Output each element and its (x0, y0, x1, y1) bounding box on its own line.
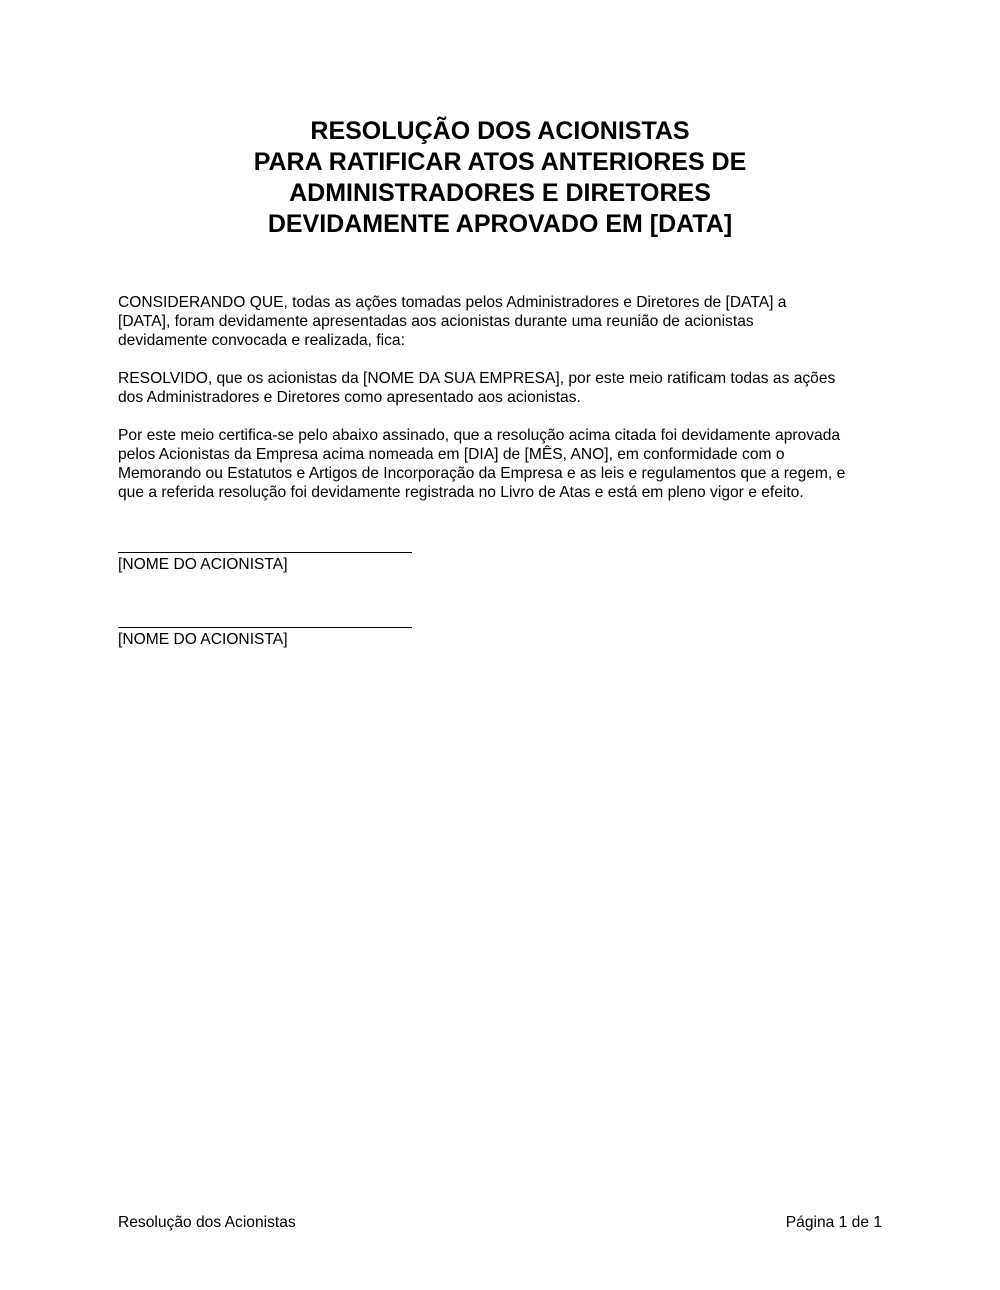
signature-block-2 (118, 627, 412, 649)
signature-line (118, 552, 412, 553)
paragraph-considerando (118, 293, 898, 350)
paragraph-line: dos Administradores e Diretores como apresentado aos acionistas. (118, 389, 581, 406)
paragraph-certificacao (118, 426, 898, 502)
title-line-3: ADMINISTRADORES E DIRETORES (289, 179, 711, 207)
paragraph-line: CONSIDERANDO QUE, todas as ações tomadas pelos Administradores e Diretores de [DATA] a (118, 294, 787, 311)
title-line-2: PARA RATIFICAR ATOS ANTERIORES DE (253, 148, 747, 176)
signature-line (118, 627, 412, 628)
paragraph-resolvido (118, 369, 898, 407)
paragraph-line: pelos Acionistas da Empresa acima nomeada em [DIA] de [MÊS, ANO], em conformidade com o (118, 446, 785, 463)
signature-block-1 (118, 552, 412, 574)
paragraph-line: que a referida resolução foi devidamente registrada no Livro de Atas e está em pleno vigor e efeito. (118, 484, 804, 501)
title-line-4: DEVIDAMENTE APROVADO EM [DATA] (267, 210, 733, 238)
paragraph-line: RESOLVIDO, que os acionistas da [NOME DA SUA EMPRESA], por este meio ratificam todas as ações (118, 370, 836, 387)
footer-page-number: Página 1 de 1 (785, 1214, 882, 1231)
signature-name: [NOME DO ACIONISTA] (118, 631, 288, 648)
paragraph-line: devidamente convocada e realizada, fica: (118, 332, 405, 349)
paragraph-line: Por este meio certifica-se pelo abaixo assinado, que a resolução acima citada foi devidamente aprovada (118, 427, 841, 444)
page-footer (118, 1213, 882, 1232)
paragraph-line: [DATA], foram devidamente apresentadas aos acionistas durante uma reunião de acionistas (118, 313, 754, 330)
title-line-1: RESOLUÇÃO DOS ACIONISTAS (310, 117, 690, 145)
signature-name: [NOME DO ACIONISTA] (118, 556, 288, 573)
footer-document-title: Resolução dos Acionistas (118, 1214, 296, 1231)
document-title (118, 116, 882, 240)
paragraph-line: Memorando ou Estatutos e Artigos de Incorporação da Empresa e as leis e regulamentos que a regem, e (118, 465, 846, 482)
